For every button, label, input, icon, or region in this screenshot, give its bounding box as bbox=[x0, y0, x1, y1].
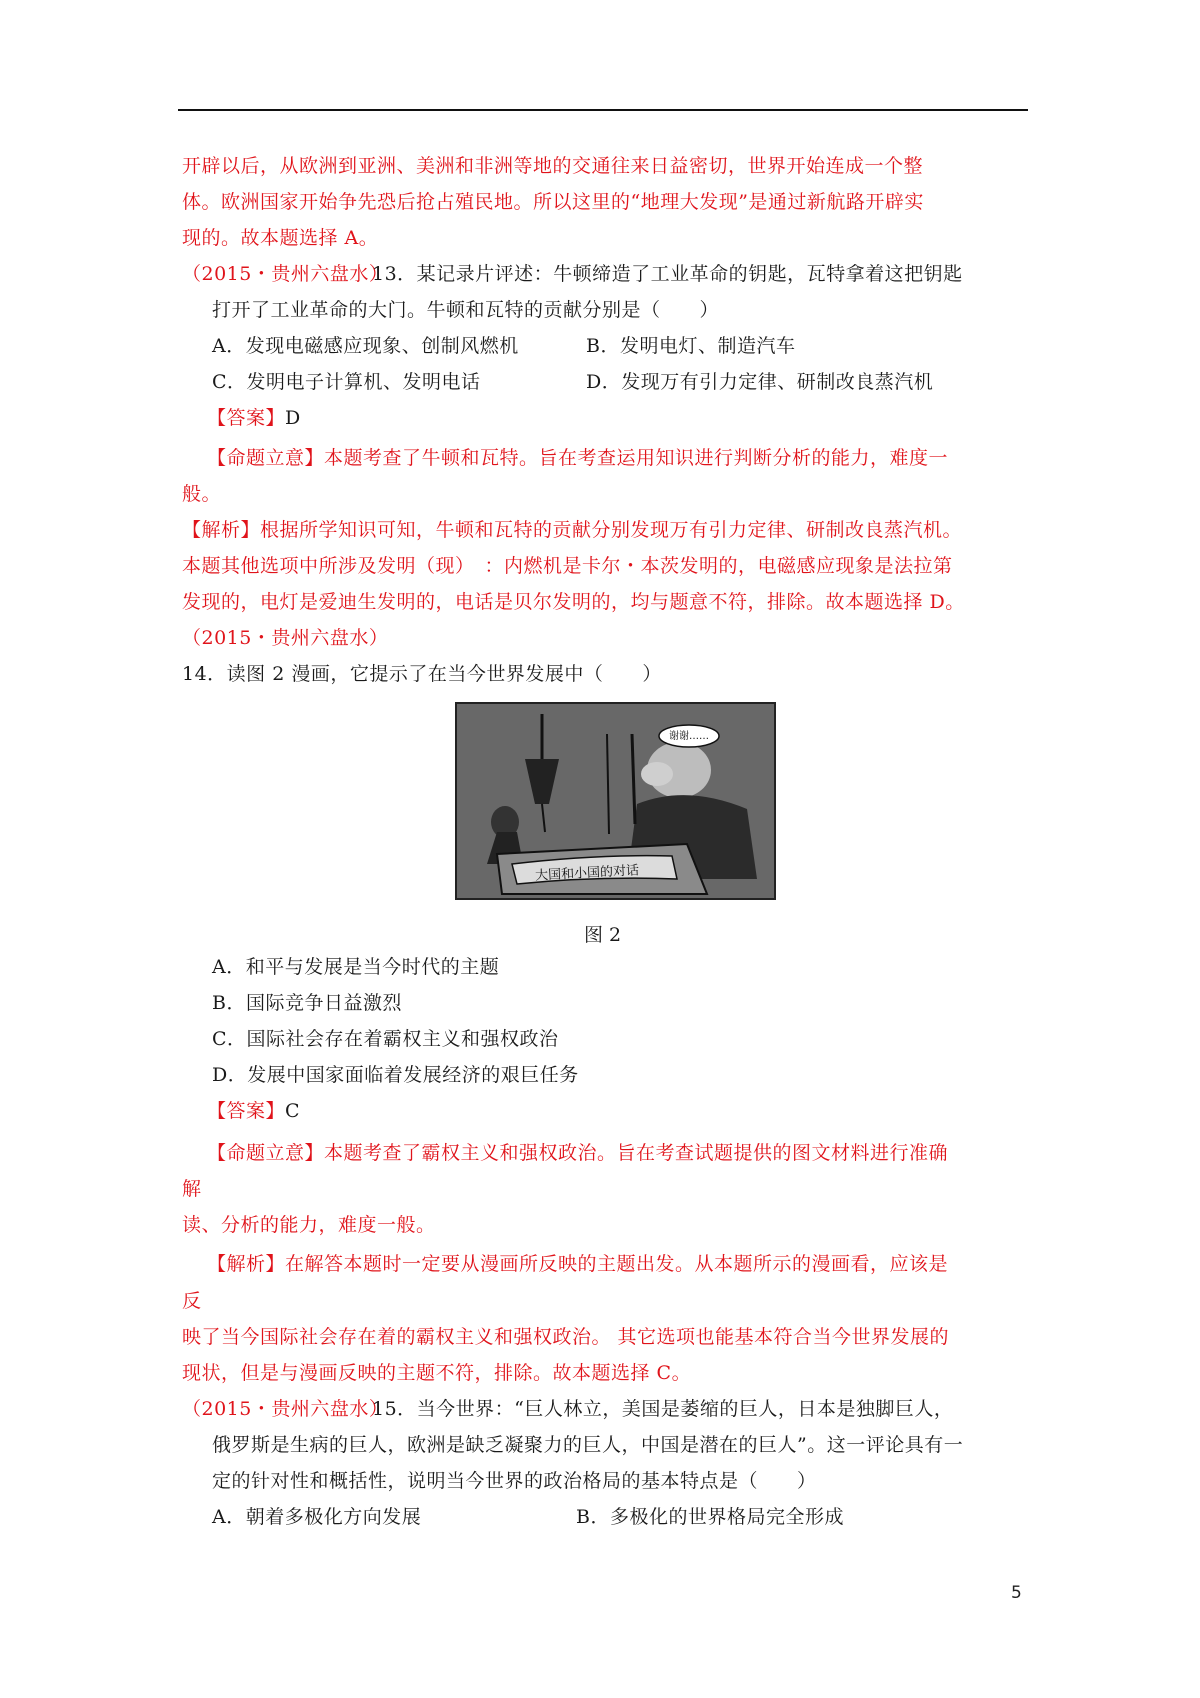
cartoon-figure bbox=[455, 702, 776, 900]
question-14-stem: 14．读图 2 漫画，它提示了在当今世界发展中（ ） bbox=[182, 663, 662, 685]
analysis-text-cont: 映了当今国际社会存在着的霸权主义和强权政治。 其它选项也能基本符合当今世界发展的 bbox=[182, 1326, 950, 1348]
figure-caption: 图 2 bbox=[584, 924, 622, 946]
analysis-text: 【解析】在解答本题时一定要从漫画所反映的主题出发。从本题所示的漫画看，应该是 bbox=[207, 1253, 949, 1275]
option-a: A．和平与发展是当今时代的主题 bbox=[212, 956, 500, 978]
option-a: A．朝着多极化方向发展 bbox=[212, 1506, 422, 1528]
answer-value: D bbox=[285, 407, 301, 429]
option-b: B．多极化的世界格局完全形成 bbox=[576, 1506, 844, 1528]
analysis-text-cont: 现状，但是与漫画反映的主题不符，排除。故本题选择 C。 bbox=[182, 1362, 692, 1384]
option-a: A．发现电磁感应现象、创制风燃机 bbox=[212, 335, 519, 357]
text-line: 体。欧洲国家开始争先恐后抢占殖民地。所以这里的“地理大发现”是通过新航路开辟实 bbox=[182, 191, 924, 213]
intent-text-cont: 读、分析的能力，难度一般。 bbox=[182, 1214, 436, 1236]
question-13-stem: 13．某记录片评述：牛顿缔造了工业革命的钥匙，瓦特拿着这把钥匙 bbox=[372, 263, 963, 285]
analysis-text-cont: 反 bbox=[182, 1290, 202, 1312]
question-13-stem-cont: 打开了工业革命的大门。牛顿和瓦特的贡献分别是（ ） bbox=[212, 299, 720, 321]
answer-label: 【答案】 bbox=[207, 407, 286, 429]
question-source: （2015・贵州六盘水） bbox=[182, 627, 389, 649]
intent-text-cont: 解 bbox=[182, 1178, 202, 1200]
header-rule bbox=[178, 109, 1028, 111]
option-c: C．国际社会存在着霸权主义和强权政治 bbox=[212, 1028, 559, 1050]
analysis-text-cont: 发现的，电灯是爱迪生发明的，电话是贝尔发明的，均与题意不符，排除。故本题选择 D。 bbox=[182, 591, 965, 613]
text-line: 开辟以后，从欧洲到亚洲、美洲和非洲等地的交通往来日益密切，世界开始连成一个整 bbox=[182, 155, 924, 177]
question-15-stem: 15．当今世界：“巨人林立，美国是萎缩的巨人，日本是独脚巨人， bbox=[372, 1398, 954, 1420]
intent-text-cont: 般。 bbox=[182, 483, 222, 505]
question-source: （2015・贵州六盘水） bbox=[182, 263, 389, 285]
option-c: C．发明电子计算机、发明电话 bbox=[212, 371, 481, 393]
question-source: （2015・贵州六盘水） bbox=[182, 1398, 389, 1420]
option-d: D．发展中国家面临着发展经济的艰巨任务 bbox=[212, 1064, 579, 1086]
text-line: 现的。故本题选择 A。 bbox=[182, 227, 379, 249]
answer-label: 【答案】 bbox=[207, 1100, 286, 1122]
question-15-stem-cont: 定的针对性和概括性，说明当今世界的政治格局的基本特点是（ ） bbox=[212, 1470, 817, 1492]
page-number: 5 bbox=[1011, 1583, 1022, 1603]
option-b: B．发明电灯、制造汽车 bbox=[586, 335, 796, 357]
intent-text: 【命题立意】本题考查了霸权主义和强权政治。旨在考查试题提供的图文材料进行准确 bbox=[207, 1142, 949, 1164]
option-b: B．国际竞争日益激烈 bbox=[212, 992, 402, 1014]
cartoon-bubble-text: 谢谢…… bbox=[669, 731, 709, 742]
analysis-text-cont: 本题其他选项中所涉及发明（现） ：内燃机是卡尔・本茨发明的，电磁感应现象是法拉第 bbox=[182, 555, 953, 577]
cartoon-banner-text: 大国和小国的对话 bbox=[534, 863, 640, 884]
question-15-stem-cont: 俄罗斯是生病的巨人，欧洲是缺乏凝聚力的巨人，中国是潜在的巨人”。这一评论具有一 bbox=[212, 1434, 964, 1456]
analysis-text: 【解析】根据所学知识可知，牛顿和瓦特的贡献分别发现万有引力定律、研制改良蒸汽机。 bbox=[182, 519, 963, 541]
option-d: D．发现万有引力定律、研制改良蒸汽机 bbox=[586, 371, 934, 393]
answer-value: C bbox=[285, 1100, 301, 1122]
intent-text: 【命题立意】本题考查了牛顿和瓦特。旨在考查运用知识进行判断分析的能力，难度一 bbox=[207, 447, 949, 469]
